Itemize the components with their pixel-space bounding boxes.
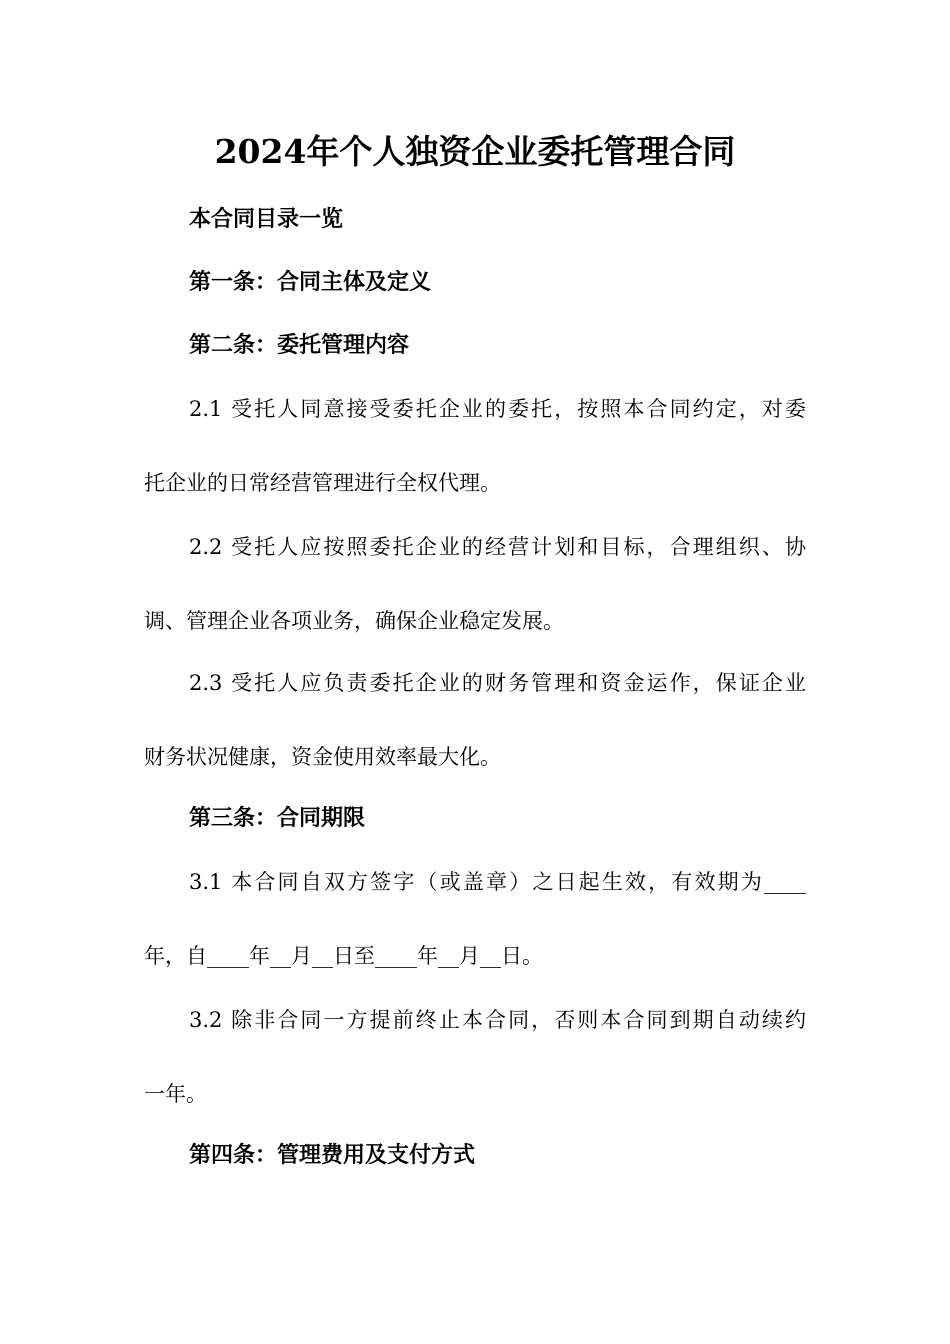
clause-2-3-line-1: 2.3 受托人应负责委托企业的财务管理和资金运作，保证企业 [189,671,806,695]
clause-3-2-line-2: 一年。 [144,1082,207,1106]
article-4-heading: 第四条：管理费用及支付方式 [189,1143,476,1168]
clause-2-3-line-2: 财务状况健康，资金使用效率最大化。 [144,745,501,769]
clause-2-3 [144,667,806,773]
document-title: 2024年个人独资企业委托管理合同 [214,132,736,171]
article-3-heading: 第三条：合同期限 [189,806,366,831]
clause-3-1-line-1: 3.1 本合同自双方签字（或盖章）之日起生效，有效期为____ [189,870,806,894]
clause-2-1-line-2: 托企业的日常经营管理进行全权代理。 [144,471,501,495]
clause-3-1-line-2: 年，自____年__月__日至____年__月__日。 [144,944,543,968]
clause-2-2-line-1: 2.2 受托人应按照委托企业的经营计划和目标，合理组织、协 [189,535,806,559]
clause-2-1-line-1: 2.1 受托人同意接受委托企业的委托，按照本合同约定，对委 [189,397,806,421]
clause-2-1 [144,393,806,499]
clause-2-2 [144,531,806,637]
clause-3-1 [144,866,806,972]
clause-3-2-line-1: 3.2 除非合同一方提前终止本合同，否则本合同到期自动续约 [189,1008,806,1032]
article-2-heading: 第二条：委托管理内容 [189,333,410,358]
toc-heading: 本合同目录一览 [189,207,344,232]
clause-2-2-line-2: 调、管理企业各项业务，确保企业稳定发展。 [144,609,564,633]
article-1-heading: 第一条：合同主体及定义 [189,270,432,295]
clause-3-2 [144,1004,806,1110]
